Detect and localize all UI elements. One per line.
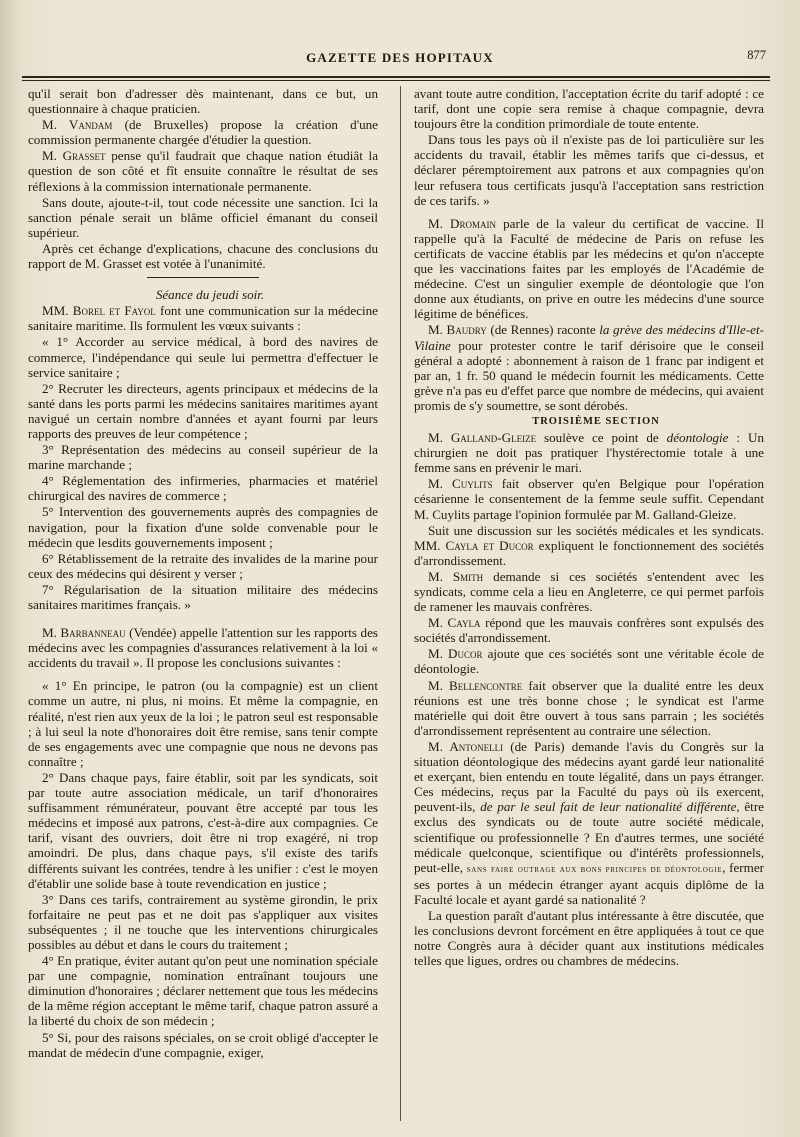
paragraph-text: (de Rennes) raconte [486, 322, 600, 338]
paragraph-text: (de Bruxelles) propose la création d'une commission permanente chargée d'étudier la question. [28, 117, 378, 148]
paragraph [414, 646, 764, 676]
speaker-name: M. Galland-Gleize [428, 430, 537, 446]
section-separator [147, 277, 259, 278]
paragraph-text: expliquent le fonctionnement des sociétés d'arrondissement. [414, 537, 764, 568]
paragraph-text: demande si ces sociétés s'entendent avec les syndicats, comme cela a lieu en Angleterre, ce qui permet parfois de ramener les mauvais confrères. [414, 568, 764, 615]
left-column [28, 86, 378, 1061]
header-rule-thin [22, 80, 770, 81]
paragraph-text: ajoute que ces sociétés sont une véritable école de déontologie. [414, 646, 764, 677]
paragraph [414, 476, 764, 521]
paragraph [414, 322, 764, 413]
speaker-name: M. Bellencontre [428, 677, 523, 693]
paragraph: avant toute autre condition, l'acceptation écrite du tarif adopté : ce tarif, dont une copie sera remise à chaque compagnie, devra toujours être la condition primordiale de toute entente. [414, 86, 764, 132]
wish-item: 3° Représentation des médecins au conseil supérieur de la marine marchande ; [28, 442, 378, 473]
paragraph [414, 523, 764, 568]
session-heading: Séance du jeudi soir. [155, 287, 265, 303]
page-header [30, 44, 770, 72]
paragraph-text: font une communication sur la médecine sanitaire maritime. Ils formulent les vœux suivants : [28, 303, 378, 334]
paragraph [414, 739, 764, 907]
speaker-name: M. Baudry [428, 322, 487, 338]
paragraph [28, 117, 378, 147]
emphasis-text: déontologie [666, 430, 729, 446]
paragraph [28, 625, 378, 670]
speaker-name: MM. Borel et Fayol [42, 303, 156, 319]
conclusion-item: 4° En pratique, éviter autant qu'on peut une nomination spéciale par une compagnie, nomination entraînant toujours une diminution d'honoraires ; déclarer nettement que tous les médecins de la même région acceptant le même tarif, chaque patron assuré a la liberté du choix de son médecin ; [28, 953, 378, 1029]
speaker-name: M. Vandam [42, 117, 113, 133]
conclusion-item: 2° Dans chaque pays, faire établir, soit par les syndicats, soit par toute autre association médicale, un tarif d'honoraires suffisamment rémunérateur, pouvant être accepté par tous les médecins et imposé aux patrons, c'est-à-dire aux compagnies. Ce tarif, visant des ouvriers, doit être ni trop exagéré, ni trop amoindri. De plus, dans chaque pays, s'il existe des tarifs différents suivant les contrées, tendre à les unifier : c'est le moyen d'établir une solide base à toute revendication en justice ; [28, 769, 378, 891]
right-column [414, 86, 764, 969]
conclusion-item: 3° Dans ces tarifs, contrairement au système girondin, le prix forfaitaire ne peut pas et ne doit pas s'appliquer aux visites subséquentes ; il ne touche que les interventions chirurgicales possibles au début et dans le cours du traitement ; [28, 891, 378, 952]
wish-item: 6° Rétablissement de la retraite des invalides de la marine pour ceux des médecins qui désirent y verser ; [28, 550, 378, 581]
wish-item: 5° Intervention des gouvernements auprès des compagnies de navigation, pour la fixation d'une solde convenable pour le médecin que lesdits gouvernements imposent ; [28, 504, 378, 550]
paragraph-text: (Vendée) appelle l'attention sur les rapports des médecins avec les compagnies d'assurances relativement à la loi « accidents du travail ». Il propose les conclusions suivantes : [28, 625, 378, 671]
wish-item: 7° Régularisation de la situation militaire des médecins sanitaires maritimes français. » [28, 581, 378, 612]
paragraph: Sans doute, ajoute-t-il, tout code nécessite une sanction. Ici la sanction pénale serait un blâme officiel émanant du conseil supérieur. [28, 194, 378, 240]
paragraph-text: , fermer ses portes à un médecin étranger ayant acquis diplôme de la Faculté locale et ayant gardé sa nationalité ? [414, 859, 765, 907]
paragraph-text: répond que les mauvais confrères sont expulsés des sociétés d'arrondissement. [414, 615, 764, 646]
paragraph: qu'il serait bon d'adresser dès maintenant, dans ce but, un questionnaire à chaque praticien. [28, 86, 378, 117]
paragraph [414, 678, 764, 738]
small-caps-text: sans faire outrage aux bons principes de déontologie [466, 863, 723, 875]
paragraph [414, 430, 764, 475]
paragraph-text: : Un chirurgien ne doit pas pratiquer l'hystérectomie totale à une femme sans en prévenir le mari. [414, 430, 765, 476]
speaker-name: M. Barbanneau [42, 625, 126, 641]
journal-title: GAZETTE DES HOPITAUX [306, 50, 494, 65]
speaker-name: M. Ducor [428, 646, 483, 662]
page-number: 877 [747, 48, 766, 62]
speaker-name: M. Cayla [428, 615, 481, 631]
speaker-name: M. Antonelli [428, 738, 504, 754]
paragraph: Dans tous les pays où il n'existe pas de loi particulière sur les accidents du travail, établir les mêmes tarifs que ci-dessus, et déclarer péremptoirement aux patrons et aux compagnies qu'on leur refusera tous certificats jusqu'à l'acceptation sans restriction de ces tarifs. » [414, 132, 764, 208]
paragraph [414, 615, 764, 645]
emphasis-text: de par le seul fait de leur nationalité différente [480, 799, 737, 815]
speaker-name: MM. Cayla et Ducor [414, 537, 534, 553]
paragraph: Après cet échange d'explications, chacune des conclusions du rapport de M. Grasset est votée à l'unanimité. [28, 240, 378, 272]
speaker-name: M. Dromain [428, 215, 496, 231]
paragraph-text: pour protester contre le tarif dérisoire que le conseil général a adopté : abonnement à raison de 1 franc par indigent et par an, 1 fr. 50 quand le médecin fournit les médicaments. Cette grève n'a pas eu d'effet parce que nombre de médecins, qui avaient promis de s'y soumettre, se sont dérobés. [414, 337, 764, 413]
paragraph-text: parle de la valeur du certificat de vaccine. Il rappelle qu'à la Faculté de médecine de Paris on refuse les certificats de vaccine établis par les médecins et qu'on n'accepte que les vaccinations faites par les employés de l'Académie de médecine. C'est un singulier exemple de déontologie que l'on donne aux étudiants, on prive en outre les médecins d'une source légitime de bénéfices. [414, 215, 764, 322]
paragraph-text: pense qu'il faudrait que chaque nation étudiât la question de son côté et fît ensuite connaître le résultat de ses réflexions à la commission internationale permanente. [28, 148, 379, 194]
wish-item: 2° Recruter les directeurs, agents principaux et médecins de la santé dans les ports parmi les médecins sanitaires maritimes ayant navigué un certain nombre d'années et ayant fourni par leurs rapports des preuves de leur compétence ; [28, 380, 378, 441]
paragraph-text: fait observer que la dualité entre les deux réunions est une très bonne chose ; le syndicat est l'arme matérielle qui doit être ouvert à tous sans parrain ; les sociétés d'arrondissement représentent au contraire une sélection. [414, 677, 764, 738]
paragraph [414, 569, 764, 614]
wish-item: 4° Réglementation des infirmeries, pharmacies et matériel chirurgical des navires de commerce ; [28, 473, 378, 504]
speaker-name: M. Grasset [42, 148, 106, 164]
wish-item: « 1° Accorder au service médical, à bord des navires de commerce, l'indépendance qui seule lui permettra d'effectuer le service sanitaire ; [28, 334, 378, 380]
paragraph-text: soulève ce point de [536, 430, 667, 446]
paragraph-text: Suit une discussion sur les sociétés médicales et les syndicats. [428, 522, 764, 538]
paragraph [28, 303, 378, 333]
section-heading: TROISIÈME SECTION [532, 415, 660, 427]
paragraph-text: (de Paris) demande l'avis du Congrès sur la situation déontologique des médecins ayant gardé leur nationalité et exerçant, bien entendu en toute légalité, dans un pays étranger. Ces médecins, reçus par la Faculté du pays où ils exercent, peuvent-ils, [414, 738, 764, 815]
conclusion-item: « 1° En principe, le patron (ou la compagnie) est un client comme un autre, ni plus, ni moins. Et même la compagnie, en réalité, n'est rien aux yeux de la loi ; le patron seul est responsable ; à lui seul la note d'honoraires doit être remise, sans tenir compte de ses engagements avec une compagnie que nous ne devons pas connaître ; [28, 678, 378, 769]
header-rule-thick [22, 76, 770, 78]
paragraph-text: fait observer qu'en Belgique pour l'opération césarienne le consentement de la femme seule suffit. Cependant M. Cuylits partage l'opinion formulée par M. Galland-Gleize. [414, 476, 764, 522]
conclusion-item: 5° Si, pour des raisons spéciales, on se croit obligé d'accepter le mandat de médecin d'une compagnie, exiger, [28, 1029, 378, 1060]
column-divider [400, 86, 401, 1121]
paragraph [414, 216, 764, 322]
paragraph [28, 148, 378, 193]
emphasis-text: la grève des médecins d'Ille-et-Vilaine [414, 322, 764, 353]
paragraph: La question paraît d'autant plus intéressante à être discutée, que les conclusions devront forcément en être appliquées à tout ce que notre Congrès aura à décider quant aux institutions médicales telles que ligues, ordres ou chambres de médecins. [414, 907, 764, 969]
speaker-name: M. Smith [428, 568, 484, 584]
speaker-name: M. Cuylits [428, 476, 493, 492]
paragraph-text: , être exclus des syndicats ou de toute autre société médicale, scientifique ou professionnelle ? En d'autres termes, une société médicale quelconque, scientifique ou d'intérêts professionnels, peut-elle, [414, 799, 764, 875]
